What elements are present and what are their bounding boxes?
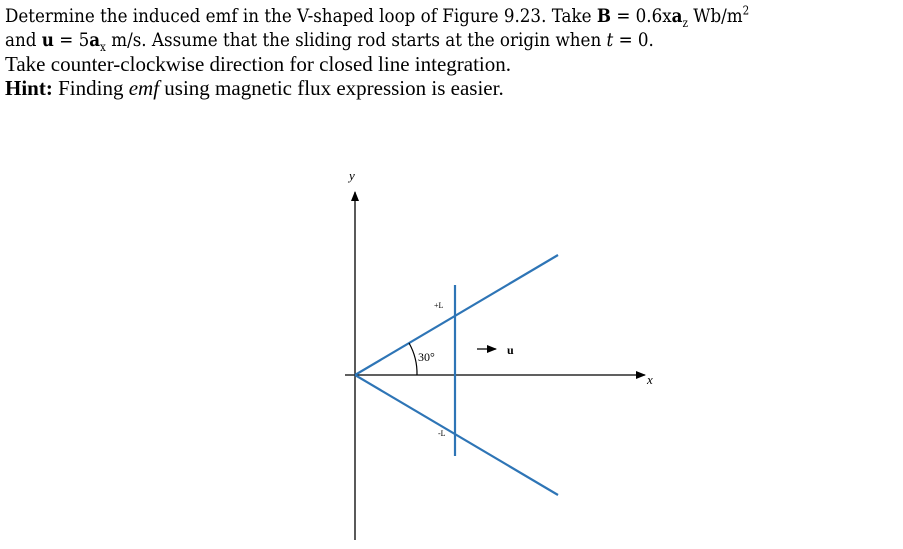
hint-emf: emf [128,76,160,100]
line1-equation: = 0.6x [611,5,672,27]
angle-label: 30° [418,350,435,364]
problem-statement [5,4,895,100]
line2-equation: = 5 [53,29,90,51]
velocity-label: u [507,343,514,357]
hint-pre: Finding [52,76,129,100]
line2-end: = 0. [613,29,654,51]
v-upper-arm [355,255,558,375]
figure-svg [330,168,670,543]
symbol-t: t [606,29,614,51]
x-axis-label: x [647,372,653,387]
subscript-z: z [682,15,688,30]
symbol-a-x: a [89,29,101,51]
line2-post: m/s. Assume that the sliding rod starts at the origin when [105,29,607,51]
line2-pre: and [5,29,42,51]
symbol-B: B [596,5,612,27]
subscript-x: x [100,39,106,54]
superscript-2: 2 [742,3,750,18]
problem-line-3: Take counter-clockwise direction for closed line integration. [5,52,511,76]
problem-line-2 [5,28,788,52]
problem-line-4 [5,76,895,100]
hint-label: Hint: [5,76,53,100]
minus-l-label: -L [438,429,446,438]
figure-v-loop [330,168,670,548]
hint-post: using magnetic flux expression is easier. [159,76,504,100]
unit-text: Wb/m [687,5,743,27]
v-lower-arm [355,375,558,495]
problem-line-1 [5,4,788,28]
plus-l-label: +L [434,301,444,310]
y-axis-label: y [349,168,355,183]
angle-arc [409,343,417,375]
line1-text: Determine the induced emf in the V-shaped loop of Figure 9.23. Take [5,5,597,27]
symbol-a-z: a [671,5,683,27]
symbol-u: u [41,29,54,51]
